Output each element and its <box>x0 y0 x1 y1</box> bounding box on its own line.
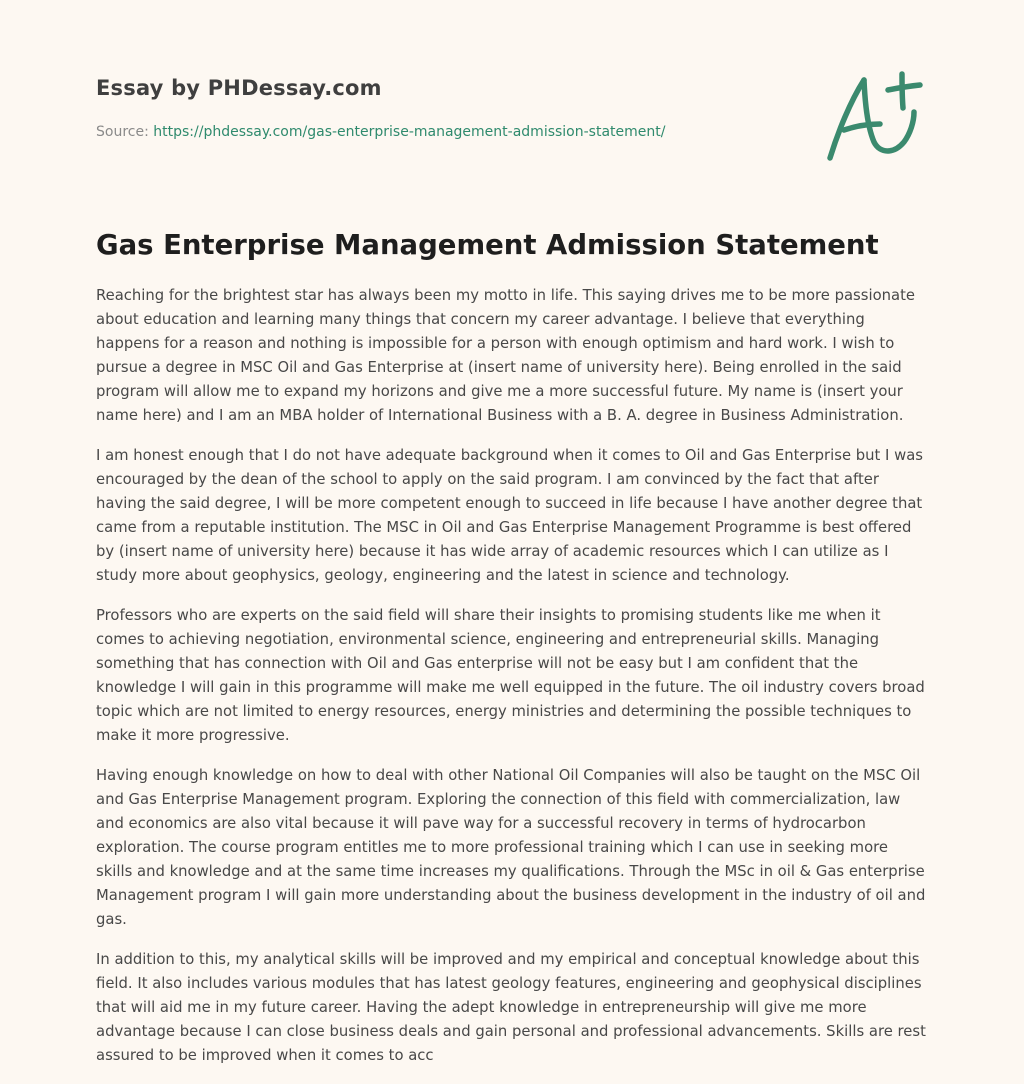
essay-paragraph: I am honest enough that I do not have adequate background when it comes to Oil and Gas Enterprise but I was encouraged by the dean of the school to apply on the said program. I am convinced by the fact that after having the said degree, I will be more competent enough to succeed in life because I have another degree that came from a reputable institution. The MSC in Oil and Gas Enterprise Management Programme is best offered by (insert name of university here) because it has wide array of academic resources which I can utilize as I study more about geophysics, geology, engineering and the latest in science and technology. <box>96 447 923 584</box>
source-label: Source: <box>96 124 154 140</box>
essay-paragraph: Professors who are experts on the said field will share their insights to promising students like me when it comes to achieving negotiation, environmental science, engineering and entrepreneurial skills. Managing something that has connection with Oil and Gas enterprise will not be easy but I am confident that the knowledge I will gain in this programme will make me well equipped in the future. The oil industry covers broad topic which are not limited to energy resources, energy ministries and determining the possible techniques to make it more progressive. <box>96 607 925 744</box>
source-line <box>96 124 665 140</box>
essay-body <box>96 284 928 1084</box>
brand-title: Essay by PHDessay.com <box>96 76 382 100</box>
essay-paragraph: Reaching for the brightest star has always been my motto in life. This saying drives me to be more passionate about education and learning many things that concern my career advantage. I believe that everything happens for a reason and nothing is impossible for a person with enough optimism and hard work. I wish to pursue a degree in MSC Oil and Gas Enterprise at (insert name of university here). Being enrolled in the said program will allow me to expand my horizons and give me a more successful future. My name is (insert your name here) and I am an MBA holder of International Business with a B. A. degree in Business Administration. <box>96 287 915 424</box>
essay-paragraph: In addition to this, my analytical skills will be improved and my empirical and conceptual knowledge about this field. It also includes various modules that has latest geology features, engineering and geophysical disciplines that will aid me in my future career. Having the adept knowledge in entrepreneurship will give me more advantage because I can close business deals and gain personal and professional advancements. Skills are rest assured to be improved when it comes to acc <box>96 951 926 1064</box>
source-link[interactable]: https://phdessay.com/gas-enterprise-management-admission-statement/ <box>153 124 666 140</box>
essay-title: Gas Enterprise Management Admission Statement <box>96 229 879 261</box>
essay-paragraph: Having enough knowledge on how to deal with other National Oil Companies will also be taught on the MSC Oil and Gas Enterprise Management program. Exploring the connection of this field with commercialization, law and economics are also vital because it will pave way for a successful recovery in terms of hydrocarbon exploration. The course program entitles me to more professional training which I can use in seeking more skills and knowledge and at the same time increases my qualifications. Through the MSc in oil & Gas enterprise Management program I will gain more understanding about the business development in the industry of oil and gas. <box>96 767 926 928</box>
a-plus-logo-icon <box>818 66 930 166</box>
